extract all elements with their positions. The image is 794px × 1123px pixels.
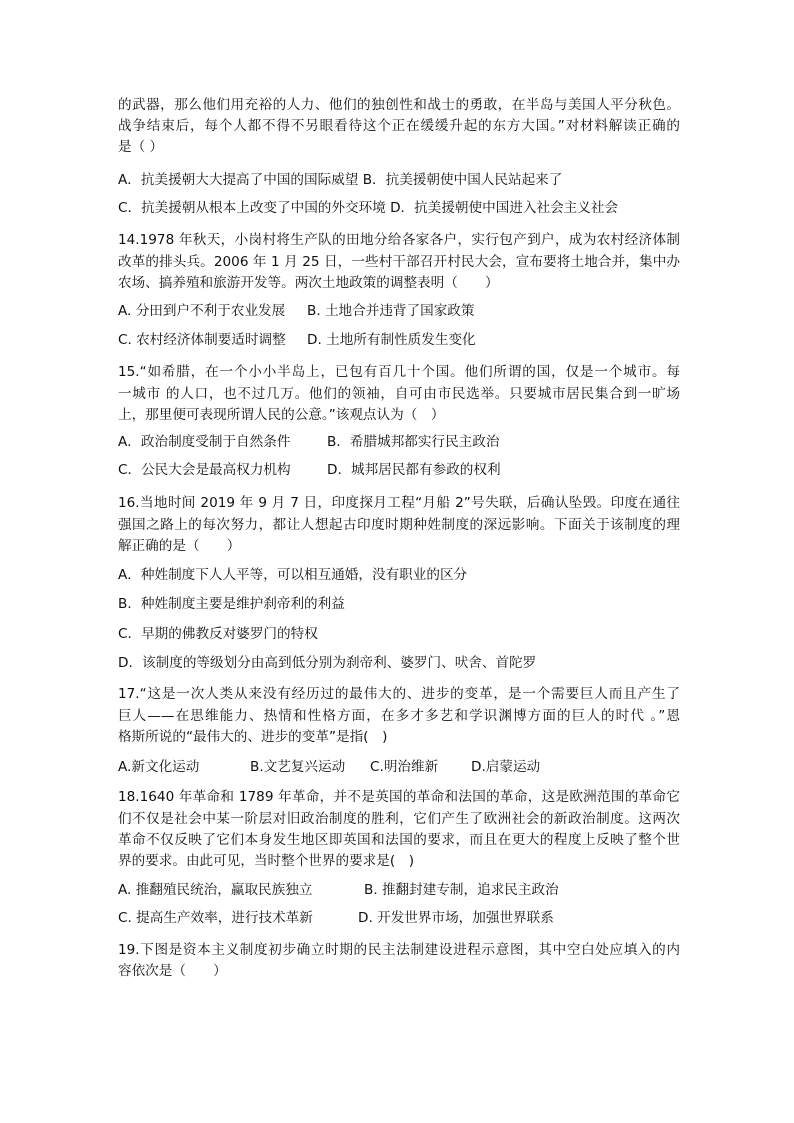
- q14-line: 改革的排头兵。2006 年 1 月 25 日，一些村干部召开村民大会，宣布要将土地合并，集中办: [118, 254, 680, 270]
- q14-option-a: A. 分田到户不利于农业发展: [118, 303, 286, 319]
- q17-line: 17.“这是一次人类从来没有经历过的最伟大的、进步的变革，是一个需要巨人而且产生了: [118, 686, 680, 702]
- q14-option-b: B. 土地合并违背了国家政策: [307, 303, 475, 319]
- q14-option-d: D. 土地所有制性质发生变化: [307, 332, 476, 348]
- q16-option-b: B．种姓制度主要是维护刹帝利的利益: [118, 596, 345, 612]
- q18-line: 革命不仅反映了它们本身发生地区即英国和法国的要求，而且在更大的程度上反映了整个世: [118, 832, 680, 848]
- q16-line: 解正确的是（ ）: [118, 538, 241, 554]
- q15-option-d: D．城邦居民都有参政的权利: [327, 462, 501, 478]
- q16-line: 16.当地时间 2019 年 9 月 7 日，印度探月工程“月船 2”号失联，后确认坠毁。印度在通往: [118, 495, 680, 511]
- q18-option-c: C. 提高生产效率，进行技术革新: [118, 910, 313, 926]
- q13-line: 的武器，那么他们用充裕的人力、他们的独创性和战士的勇敢，在半岛与美国人平分秋色。: [118, 97, 680, 113]
- q17-option-c: C.明治维新: [370, 759, 439, 775]
- q18-options-row: [118, 908, 680, 928]
- q15-line: 一城市 的人口，也不过几万。他们的领袖，自可由市民选举。只要城市居民集合到一旷场: [118, 386, 680, 402]
- q18-line: 界的要求。由此可见，当时整个世界的要求是( ): [118, 853, 415, 869]
- q17-option-b: B.文艺复兴运动: [250, 759, 346, 775]
- q17-line: 格斯所说的“最伟大的、进步的变革”是指( ): [118, 729, 388, 745]
- q14-option-c: C. 农村经济体制要适时调整: [118, 332, 286, 348]
- q13-option-cd: C．抗美援朝从根本上改变了中国的外交环境 D．抗美援朝使中国进入社会主义社会: [118, 200, 619, 216]
- q17-option-a: A.新文化运动: [118, 759, 200, 775]
- q19-line: 容依次是（ ）: [118, 963, 227, 979]
- q14-line: 14.1978 年秋天，小岗村将生产队的田地分给各家各户，实行包产到户，成为农村经济体制: [118, 232, 680, 248]
- q17-line: 巨人——在思维能力、热情和性格方面，在多才多艺和学识渊博方面的巨人的时代 。”恩: [118, 708, 680, 724]
- q18-line: 们不仅是社会中某一阶层对旧政治制度的胜利，它们产生了欧洲社会的新政治制度。这两次: [118, 811, 680, 827]
- q18-line: 18.1640 年革命和 1789 年革命，并不是英国的革命和法国的革命，这是欧洲范围的革命它: [118, 789, 680, 805]
- q15-option-a: A．政治制度受制于自然条件: [118, 434, 291, 450]
- q15-options-row: [118, 460, 680, 480]
- q16-option-a: A．种姓制度下人人平等，可以相互通婚，没有职业的区分: [118, 567, 468, 583]
- q16-option-c: C．早期的佛教反对婆罗门的特权: [118, 626, 318, 642]
- q13-line: 是（ ）: [118, 139, 164, 155]
- q18-option-b: B. 推翻封建专制，追求民主政治: [364, 882, 559, 898]
- q16-line: 强国之路上的每次努力，都让人想起古印度时期种姓制度的深远影响。下面关于该制度的理: [118, 517, 680, 533]
- q17-options-row: [118, 757, 680, 777]
- q17-option-d: D.启蒙运动: [471, 759, 541, 775]
- q18-option-a: A. 推翻殖民统治，赢取民族独立: [118, 882, 313, 898]
- q14-line: 农场、搞养殖和旅游开发等。两次土地政策的调整表明（ ）: [118, 275, 499, 291]
- q16-option-d: D．该制度的等级划分由高到低分别为刹帝利、婆罗门、吠舍、首陀罗: [118, 655, 537, 671]
- q18-options-row: [118, 880, 680, 900]
- q14-options-row: [118, 330, 680, 350]
- q18-option-d: D. 开发世界市场，加强世界联系: [358, 910, 554, 926]
- q15-line: 上，那里便可表现所谓人民的公意。”该观点认为（ ）: [118, 407, 445, 423]
- q15-line: 15.“如希腊，在一个小小半岛上，已包有百几十个国。他们所谓的国，仅是一个城市。每: [118, 364, 680, 380]
- q15-option-c: C．公民大会是最高权力机构: [118, 462, 291, 478]
- q19-line: 19.下图是资本主义制度初步确立时期的民主法制建设进程示意图，其中空白处应填入的内: [118, 942, 680, 958]
- q13-option-ab: A．抗美援朝大大提高了中国的国际威望 B．抗美援朝使中国人民站起来了: [118, 172, 563, 188]
- q15-option-b: B．希腊城邦都实行民主政治: [327, 434, 500, 450]
- q14-options-row: [118, 301, 680, 321]
- q15-options-row: [118, 432, 680, 452]
- q13-line: 战争结束后，每个人都不得不另眼看待这个正在缓缓升起的东方大国。”对材料解读正确的: [118, 118, 680, 134]
